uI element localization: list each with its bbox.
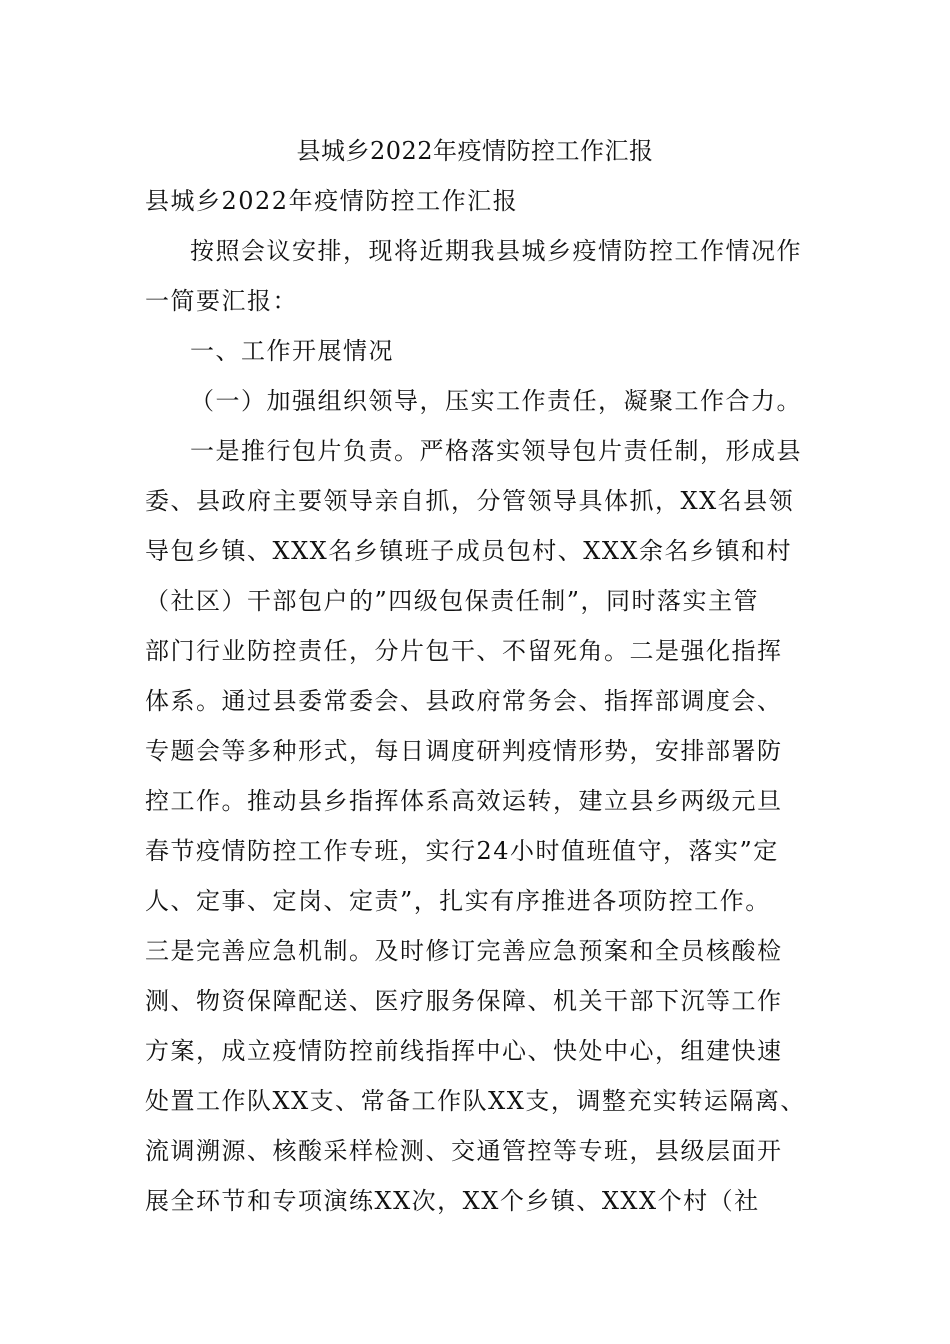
paragraph-line: （社区）干部包户的”四级包保责任制”，同时落实主管 (145, 587, 760, 615)
paragraph-line: 三是完善应急机制。及时修订完善应急预案和全员核酸检 (145, 937, 783, 965)
paragraph-line: 一简要汇报： (145, 287, 298, 315)
paragraph-line: 导包乡镇、XXX名乡镇班子成员包村、XXX余名乡镇和村 (145, 537, 793, 565)
paragraph-line: 专题会等多种形式，每日调度研判疫情形势，安排部署防 (145, 737, 783, 765)
paragraph-line: 一是推行包片负责。严格落实领导包片责任制，形成县 (190, 437, 802, 465)
paragraph-line: 展全环节和专项演练XX次，XX个乡镇、XXX个村（社 (145, 1187, 760, 1215)
paragraph-line: 部门行业防控责任，分片包干、不留死角。二是强化指挥 (145, 637, 783, 665)
paragraph-line: 体系。通过县委常委会、县政府常务会、指挥部调度会、 (145, 687, 783, 715)
paragraph-line: 流调溯源、核酸采样检测、交通管控等专班，县级层面开 (145, 1137, 783, 1165)
paragraph-line: 处置工作队XX支、常备工作队XX支，调整充实转运隔离、 (145, 1087, 806, 1115)
paragraph-line: 委、县政府主要领导亲自抓，分管领导具体抓，XX名县领 (145, 487, 795, 515)
paragraph-line: 控工作。推动县乡指挥体系高效运转，建立县乡两级元旦 (145, 787, 783, 815)
paragraph-line: 方案，成立疫情防控前线指挥中心、快处中心，组建快速 (145, 1037, 783, 1065)
paragraph-line: 测、物资保障配送、医疗服务保障、机关干部下沉等工作 (145, 987, 783, 1015)
section-heading: 一、工作开展情况 (190, 337, 394, 365)
paragraph-line: 按照会议安排，现将近期我县城乡疫情防控工作情况作 (190, 237, 802, 265)
document-title: 县城乡2022年疫情防控工作汇报 (296, 137, 654, 165)
subsection-heading: （一）加强组织领导，压实工作责任，凝聚工作合力。 (190, 387, 802, 415)
document-subtitle: 县城乡2022年疫情防控工作汇报 (145, 187, 519, 215)
paragraph-line: 人、定事、定岗、定责”，扎实有序推进各项防控工作。 (145, 887, 771, 915)
paragraph-line: 春节疫情防控工作专班，实行24小时值班值守，落实”定 (145, 837, 779, 865)
